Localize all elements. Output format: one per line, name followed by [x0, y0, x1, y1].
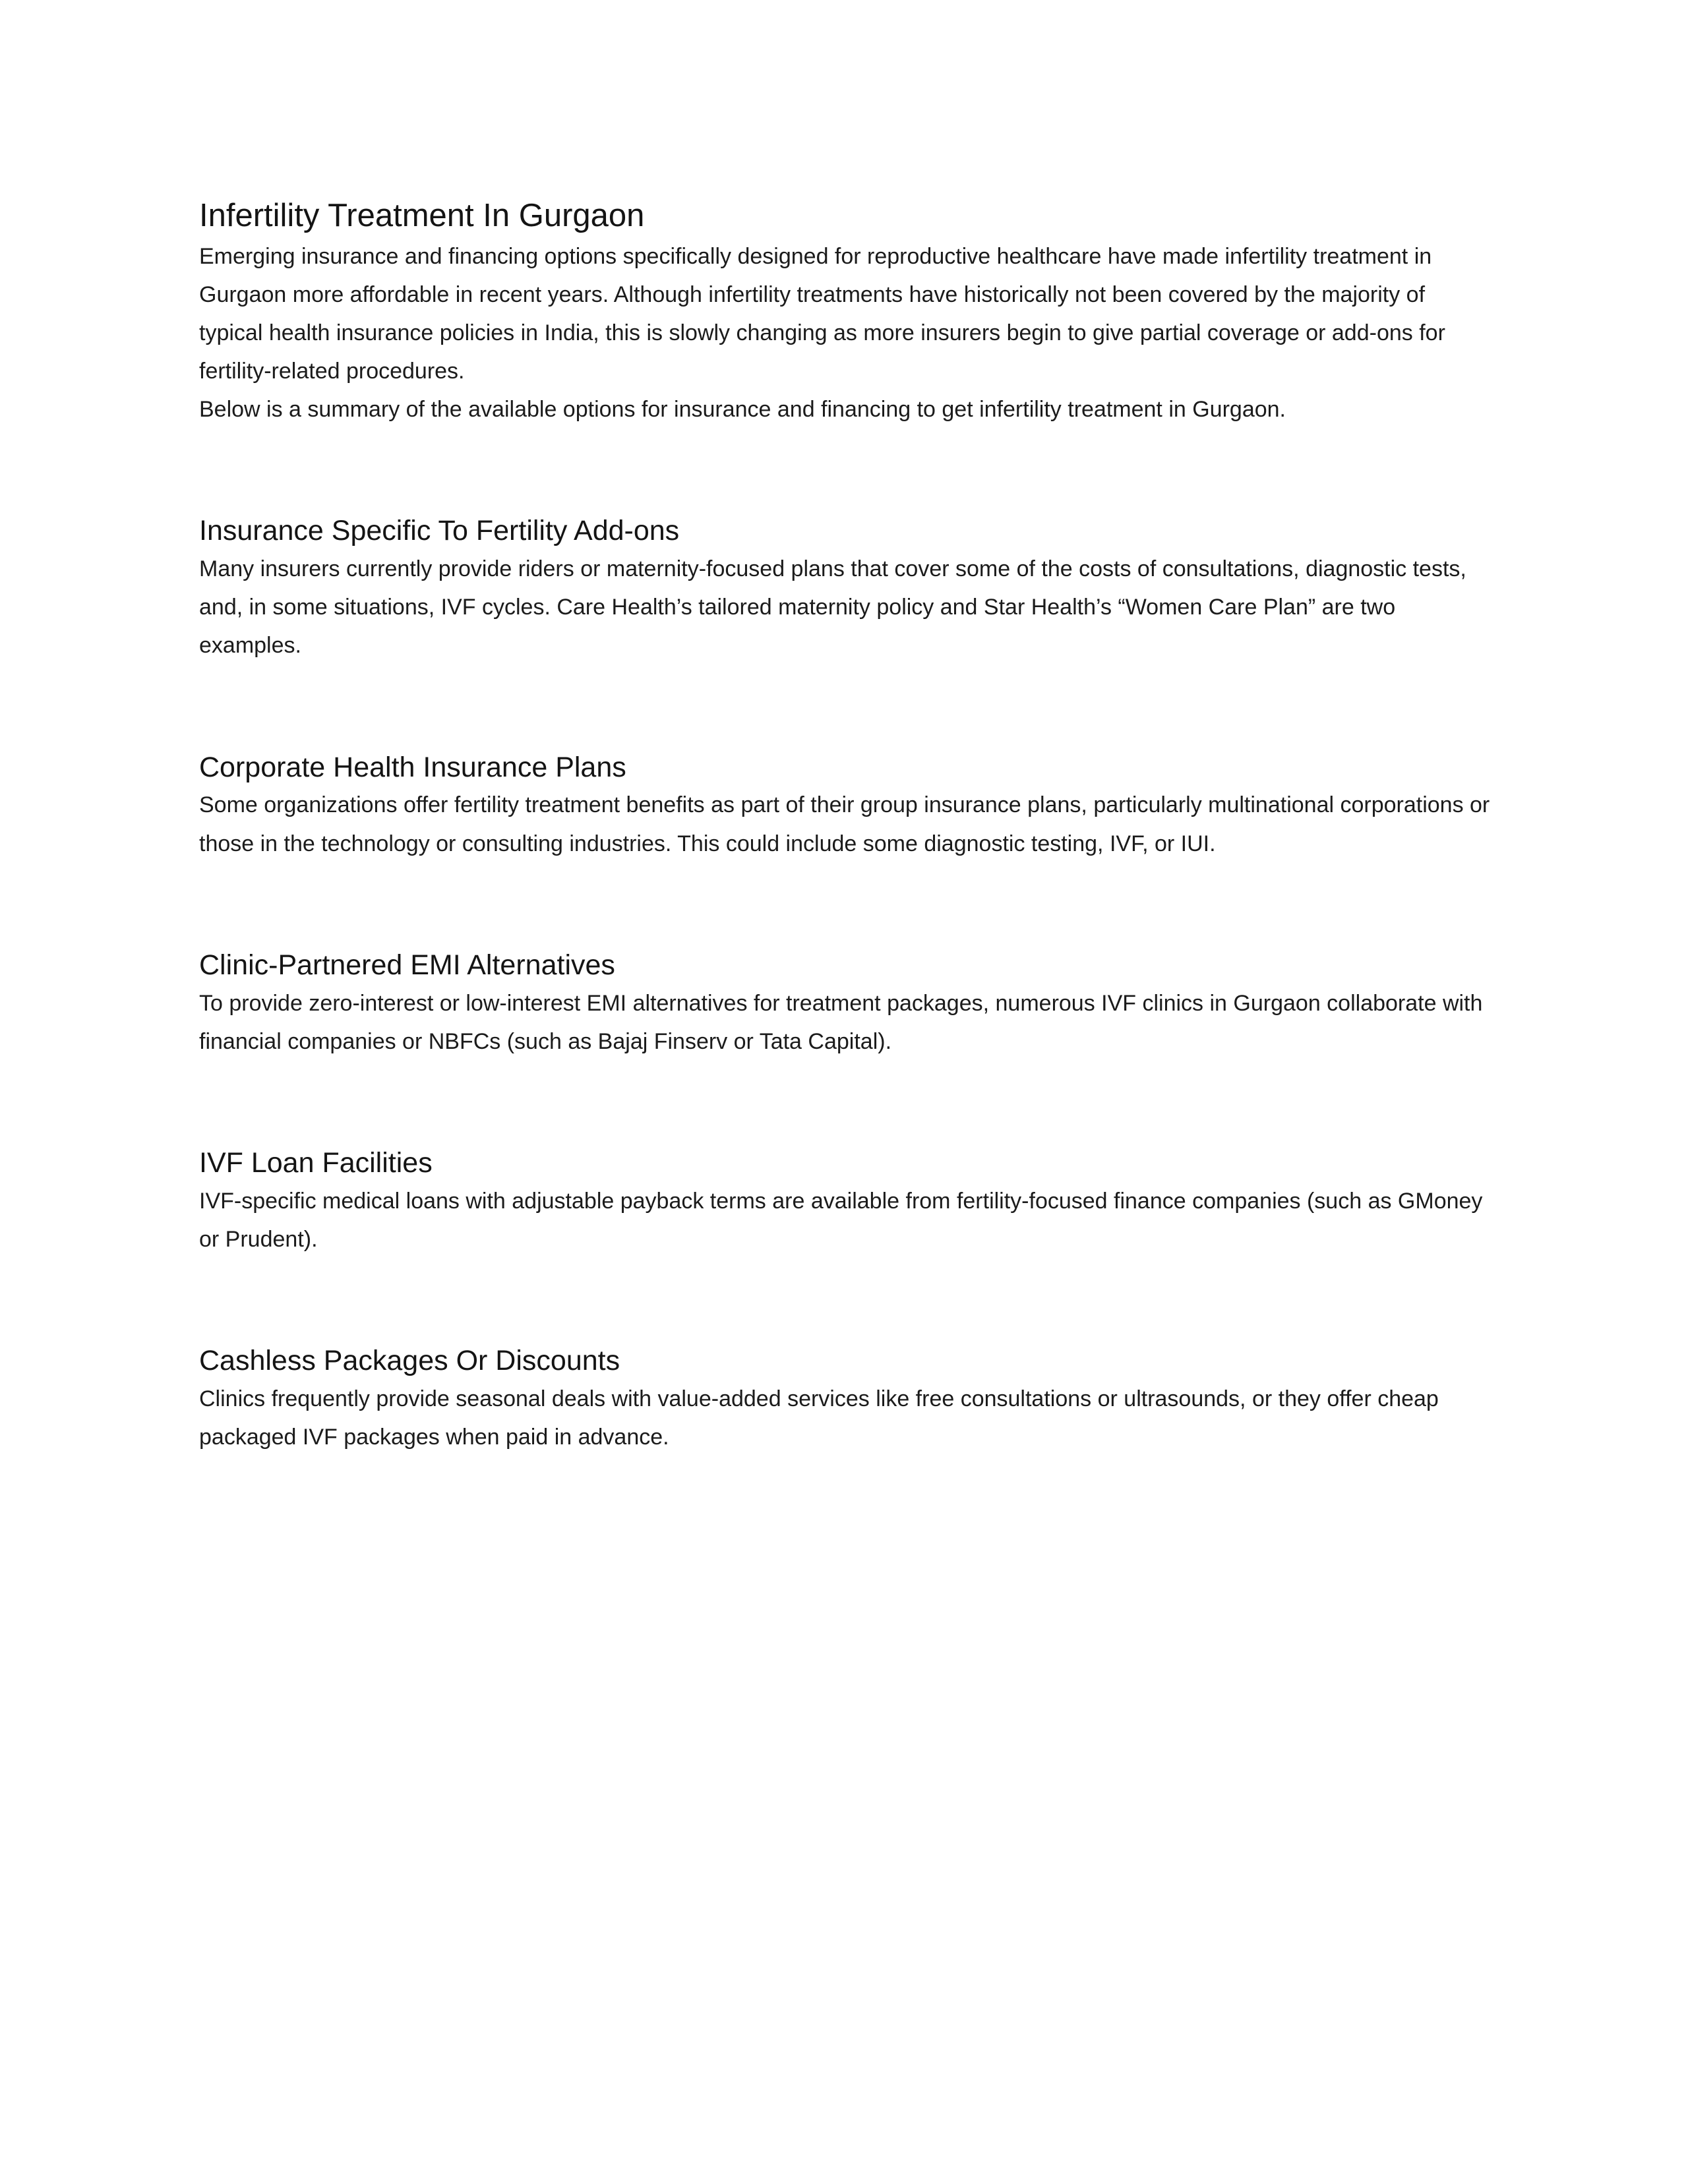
section-body-clinic-partnered-emi: To provide zero-interest or low-interest EMI alternatives for treatment packages, numerous IVF clinics in Gurgaon collaborate with financial companies or NBFCs (such as Bajaj Finserv or Tata Capital). — [199, 990, 1483, 1054]
section-body-ivf-loan-facilities: IVF-specific medical loans with adjustable payback terms are available from fertility-focused finance companies (such as GMoney or Prudent). — [199, 1188, 1483, 1252]
intro-paragraph-1: Emerging insurance and financing options specifically designed for reproductive healthcare have made infertility treatment in Gurgaon more affordable in recent years. Although infertility treatments have historically not been covered by the majority of typical health insurance policies in India, this is slowly changing as more insurers begin to give partial coverage or add-ons for fertility-related procedures. — [199, 243, 1445, 384]
section-ivf-loan-facilities — [199, 1145, 1490, 1258]
section-insurance-add-ons — [199, 513, 1490, 664]
section-corporate-health-plans — [199, 750, 1490, 863]
section-heading-clinic-partnered-emi: Clinic-Partnered EMI Alternatives — [199, 949, 615, 981]
section-body-corporate-health-plans: Some organizations offer fertility treatment benefits as part of their group insurance plans, particularly multinational corporations or those in the technology or consulting industries. This could include some diagnostic testing, IVF, or IUI. — [199, 792, 1490, 856]
page-title: Infertility Treatment In Gurgaon — [199, 198, 645, 233]
intro-paragraph-2: Below is a summary of the available options for insurance and financing to get infertility treatment in Gurgaon. — [199, 397, 1286, 423]
section-heading-cashless-packages: Cashless Packages Or Discounts — [199, 1345, 620, 1376]
section-clinic-partnered-emi — [199, 947, 1490, 1061]
section-body-insurance-add-ons: Many insurers currently provide riders or maternity-focused plans that cover some of the costs of consultations, diagnostic tests, and, in some situations, IVF cycles. Care Health’s tailored maternity policy and Star Health’s “Women Care Plan” are two examples. — [199, 556, 1466, 659]
section-heading-corporate-health-plans: Corporate Health Insurance Plans — [199, 751, 626, 783]
section-cashless-packages — [199, 1343, 1490, 1456]
section-body-cashless-packages: Clinics frequently provide seasonal deals with value-added services like free consultations or ultrasounds, or they offer cheap packaged IVF packages when paid in advance. — [199, 1386, 1439, 1450]
section-heading-insurance-add-ons: Insurance Specific To Fertility Add-ons — [199, 515, 680, 547]
section-heading-ivf-loan-facilities: IVF Loan Facilities — [199, 1146, 433, 1179]
